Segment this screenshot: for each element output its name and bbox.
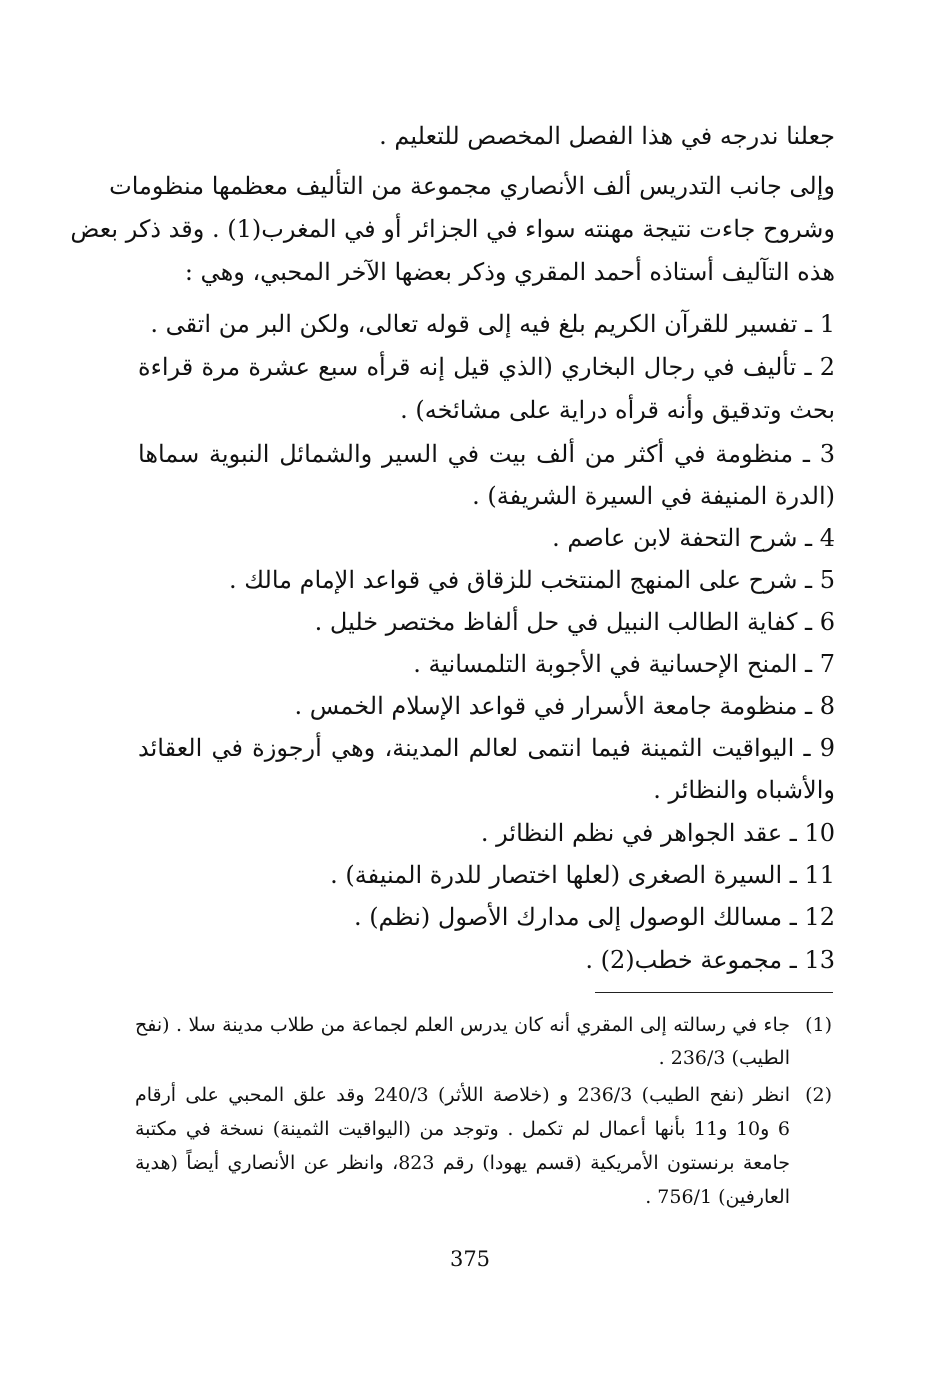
body-line: بحث وتدقيق وأنه قرأه دراية على مشائخه) . <box>400 396 835 424</box>
body-line: 12 ـ مسالك الوصول إلى مدارك الأصول (نظم) . <box>353 903 835 931</box>
body-line: 6 ـ كفاية الطالب النبيل في حل ألفاظ مختصر خليل . <box>314 608 835 636</box>
body-line: 10 ـ عقد الجواهر في نظم النظائر . <box>480 819 835 847</box>
footnote-line: جامعة برنستون الأمريكية (قسم يهودا) رقم 823، وانظر عن الأنصاري أيضاً (هدية <box>135 1152 790 1174</box>
body-line: 13 ـ مجموعة خطب(2) . <box>585 946 835 974</box>
body-line: 7 ـ المنح الإحسانية في الأجوبة التلمسانية . <box>413 650 835 678</box>
body-line: 2 ـ تأليف في رجال البخاري (الذي قيل إنه قرأه سبع عشرة مرة قراءة <box>138 353 835 381</box>
footnote-line: العارفين) 756/1 . <box>645 1186 790 1208</box>
body-line: 11 ـ السيرة الصغرى (لعلها اختصار للدرة المنيفة) . <box>330 861 835 889</box>
footnote-number: (1) <box>805 1014 832 1036</box>
body-line: 3 ـ منظومة في أكثر من ألف بيت في السير والشمائل النبوية سماها <box>138 440 835 468</box>
page-number: 375 <box>449 1247 491 1271</box>
body-line: 9 ـ اليواقيت الثمينة فيما انتمى لعالم المدينة، وهي أرجوزة في العقائد <box>138 734 835 762</box>
body-line: والأشباه والنظائر . <box>653 776 835 804</box>
body-line: 4 ـ شرح التحفة لابن عاصم . <box>552 524 835 552</box>
body-line: 1 ـ تفسير للقرآن الكريم بلغ فيه إلى قوله تعالى، ولكن البر من اتقى . <box>150 310 835 338</box>
footnote-line: 6 و10 و11 بأنها أعمال لم تكمل . وتوجد من (اليواقيت الثمينة) نسخة في مكتبة <box>135 1118 790 1140</box>
footnote-separator <box>595 992 833 993</box>
body-line: (الدرة المنيفة في السيرة الشريفة) . <box>472 482 835 510</box>
footnote-line: انظر (نفح الطيب) 236/3 و (خلاصة اللأثر) 240/3 وقد علق المحبي على أرقام <box>135 1084 790 1106</box>
body-line: وإلى جانب التدريس ألف الأنصاري مجموعة من التأليف معظمها منظومات <box>109 172 835 200</box>
body-line: 5 ـ شرح على المنهج المنتخب للزقاق في قواعد الإمام مالك . <box>229 566 835 594</box>
body-line: 8 ـ منظومة جامعة الأسرار في قواعد الإسلام الخمس . <box>294 692 835 720</box>
body-line: هذه التآليف أستاذه أحمد المقري وذكر بعضها الآخر المحبي، وهي : <box>184 258 835 286</box>
footnote-line: جاء في رسالته إلى المقري أنه كان يدرس العلم لجماعة من طلاب مدينة سلا . (نفح <box>135 1014 790 1036</box>
footnote-line: الطيب) 236/3 . <box>658 1047 790 1069</box>
body-line: جعلنا ندرجه في هذا الفصل المخصص للتعليم . <box>379 122 835 150</box>
body-line: وشروح جاءت نتيجة مهنته سواء في الجزائر أو في المغرب(1) . وقد ذكر بعض <box>70 215 835 243</box>
footnote-number: (2) <box>805 1084 832 1106</box>
